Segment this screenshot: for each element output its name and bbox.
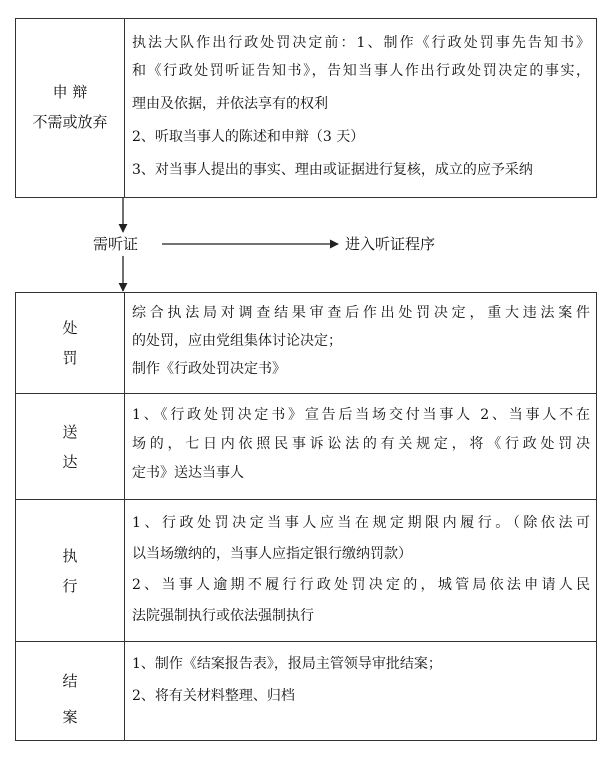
closing-content xyxy=(132,648,590,712)
enter-hearing-label: 进入听证程序 xyxy=(345,235,436,253)
penalty-content-line-2: 的处罚，应由党组集体讨论决定； xyxy=(132,333,342,349)
execution-label xyxy=(16,541,124,601)
execution-label-line-1: 执 xyxy=(62,547,78,565)
defense-content-line-2: 和《行政处罚听证告知书》，告知当事人作出行政处罚决定的事实， xyxy=(132,63,590,79)
execution-content xyxy=(132,508,590,632)
penalty-label xyxy=(16,313,124,373)
defense-content-line-5: 3、对当事人提出的事实、理由或证据进行复核，成立的应予采纳 xyxy=(132,162,533,178)
penalty-content-line-1: 综合执法局对调查结果审查后作出处罚决定，重大违法案件 xyxy=(132,305,590,321)
defense-content-line-3: 理由及依据，并依法享有的权利 xyxy=(132,96,328,112)
delivery-content-line-2: 场的，七日内依照民事诉讼法的有关规定，将《行政处罚决 xyxy=(132,436,590,452)
delivery-content xyxy=(132,401,590,488)
delivery-content-line-3: 定书》送达当事人 xyxy=(132,465,244,481)
execution-content-line-3: 2、当事人逾期不履行行政处罚决定的，城管局依法申请人民 xyxy=(132,577,590,593)
delivery-label-line-2: 达 xyxy=(62,453,78,471)
penalty-label-line-1: 处 xyxy=(62,319,78,337)
execution-content-line-4: 法院强制执行或依法强制执行 xyxy=(132,608,314,624)
closing-content-line-1: 1、制作《结案报告表》，报局主管领导审批结案； xyxy=(132,656,442,672)
defense-content-line-1: 执法大队作出行政处罚决定前：1、制作《行政处罚事先告知书》 xyxy=(132,35,590,51)
execution-content-line-1: 1、行政处罚决定当事人应当在规定期限内履行。（除依法可 xyxy=(132,515,590,531)
delivery-label xyxy=(16,417,124,477)
closing-content-line-2: 2、将有关材料整理、归档 xyxy=(132,688,295,704)
delivery-label-line-1: 送 xyxy=(62,423,78,441)
delivery-content-line-1: 1、《行政处罚决定书》宣告后当场交付当事人 2、当事人不在 xyxy=(132,407,590,423)
defense-label-line-2: 不需或放弃 xyxy=(32,113,108,131)
row-divider-3 xyxy=(16,641,596,642)
process-table xyxy=(15,292,597,741)
row-divider-1 xyxy=(16,393,596,394)
defense-label-line-1: 申 辩 xyxy=(52,83,88,101)
execution-label-line-2: 行 xyxy=(62,577,78,595)
closing-label-line-2: 案 xyxy=(62,708,78,726)
execution-content-line-2: 以当场缴纳的，当事人应指定银行缴纳罚款） xyxy=(132,546,412,562)
defense-content-line-4: 2、听取当事人的陈述和申辩（3 天） xyxy=(132,129,365,145)
closing-label xyxy=(16,663,124,735)
row-divider-2 xyxy=(16,499,596,500)
process-table-divider xyxy=(124,293,125,740)
penalty-label-line-2: 罚 xyxy=(62,349,78,367)
penalty-content xyxy=(132,299,590,383)
penalty-content-line-3: 制作《行政处罚决定书》 xyxy=(132,361,286,377)
closing-label-line-1: 结 xyxy=(62,672,78,690)
need-hearing-label: 需听证 xyxy=(93,235,139,253)
